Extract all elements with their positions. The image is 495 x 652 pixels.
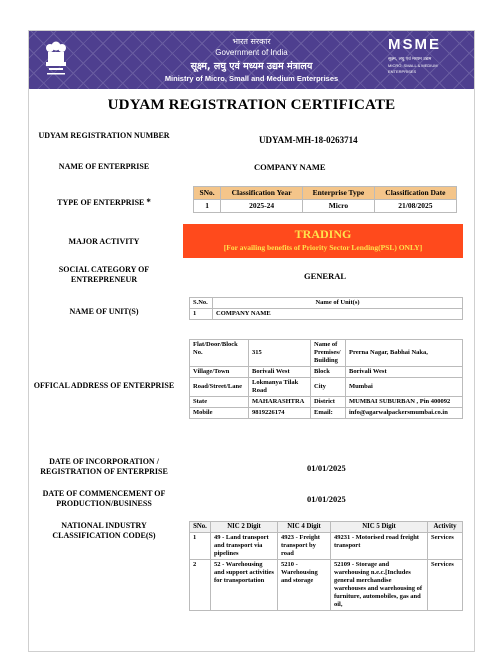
state-value: MAHARASHTRA <box>249 397 311 408</box>
state-label: State <box>190 397 249 408</box>
road-label: Road/Street/Lane <box>190 378 249 397</box>
classification-date: 21/08/2025 <box>374 200 456 213</box>
msme-logo-text: MSME <box>388 36 441 53</box>
social-category-value: GENERAL <box>304 271 347 281</box>
email-value: info@agarwalpackersmumbai.co.in <box>346 408 463 419</box>
major-activity-subtitle: [For availing benefits of Priority Sector Lending(PSL) ONLY] <box>223 243 423 252</box>
nic-header-sno: SNo. <box>190 522 211 533</box>
classification-header-type: Enterprise Type <box>303 187 375 200</box>
certificate-page <box>28 30 475 652</box>
premises-label: Name of Premises/ Building <box>311 340 346 367</box>
units-header-row <box>190 298 463 309</box>
nic-row-1-2digit: 49 - Land transport and transport via pipelines <box>211 533 278 560</box>
nic-row-2-5digit: 52109 - Storage and warehousing n.e.c.[Includes general merchandise warehouses and warehousing of furniture, automobiles, gas and oil, <box>331 560 428 611</box>
nic-table <box>189 521 463 611</box>
address-row-flat <box>190 340 463 367</box>
classification-header-date: Classification Date <box>374 187 456 200</box>
address-row-state <box>190 397 463 408</box>
nic-row-2 <box>190 560 463 611</box>
enterprise-type-label-text: TYPE OF ENTERPRISE <box>57 198 145 207</box>
asterisk-mark: * <box>146 197 151 207</box>
flat-value: 315 <box>249 340 311 367</box>
classification-header-row <box>194 187 457 200</box>
nic-label: NATIONAL INDUSTRY CLASSIFICATION CODE(S) <box>52 521 156 540</box>
reg-number-value: UDYAM-MH-18-0263714 <box>259 135 358 145</box>
nic-row-1-5digit: 49231 - Motorised road freight transport <box>331 533 428 560</box>
enterprise-type-label <box>29 198 179 208</box>
banner-hindi-ministry: सूक्ष्म, लघु एवं मध्यम उद्यम मंत्रालय <box>190 61 313 72</box>
units-name: COMPANY NAME <box>213 309 463 320</box>
enterprise-name-value: COMPANY NAME <box>254 162 326 172</box>
nic-row-1-4digit: 4923 - Freight transport by road <box>278 533 331 560</box>
units-row <box>190 309 463 320</box>
block-value: Borivali West <box>346 367 463 378</box>
block-label: Block <box>311 367 346 378</box>
reg-number-label: UDYAM REGISTRATION NUMBER <box>38 131 170 140</box>
district-label: District <box>311 397 346 408</box>
nic-header-4digit: NIC 4 Digit <box>278 522 331 533</box>
email-label: Email: <box>311 408 346 419</box>
msme-logo-hindi: सूक्ष्म, लघु एवं मध्यम उद्यम <box>388 57 432 62</box>
nic-row-2-sno: 2 <box>190 560 211 611</box>
flat-label: Flat/Door/Block No. <box>190 340 249 367</box>
classification-sno: 1 <box>194 200 221 213</box>
enterprise-name-label: NAME OF ENTERPRISE <box>58 162 150 171</box>
major-activity-label: MAJOR ACTIVITY <box>68 237 140 246</box>
address-label: OFFICAL ADDRESS OF ENTERPRISE <box>33 381 175 390</box>
district-value: MUMBAI SUBURBAN , Pin 400092 <box>346 397 463 408</box>
units-label: NAME OF UNIT(S) <box>69 307 139 316</box>
major-activity-title: TRADING <box>294 227 352 241</box>
mobile-label: Mobile <box>190 408 249 419</box>
address-row-village <box>190 367 463 378</box>
city-label: City <box>311 378 346 397</box>
classification-table <box>193 186 457 213</box>
classification-year: 2025-24 <box>221 200 303 213</box>
nic-row-1-sno: 1 <box>190 533 211 560</box>
nic-header-activity: Activity <box>428 522 463 533</box>
commencement-date-label: DATE OF COMMENCEMENT OF PRODUCTION/BUSINESS <box>42 489 166 508</box>
banner-ministry-name: Ministry of Micro, Small and Medium Enterprises <box>164 74 339 83</box>
nic-header-5digit: NIC 5 Digit <box>331 522 428 533</box>
units-table <box>189 297 463 320</box>
msme-logo-english: MICRO, SMALL & MEDIUM ENTERPRISES <box>388 63 438 74</box>
classification-type: Micro <box>303 200 375 213</box>
classification-row <box>194 200 457 213</box>
incorporation-date-value: 01/01/2025 <box>307 463 346 473</box>
nic-row-2-2digit: 52 - Warehousing and support activities for transportation <box>211 560 278 611</box>
units-header-sno: S.No. <box>190 298 213 309</box>
classification-header-year: Classification Year <box>221 187 303 200</box>
address-row-road <box>190 378 463 397</box>
banner-government-of-india: Government of India <box>215 48 288 57</box>
social-category-label: SOCIAL CATEGORY OF ENTREPRENEUR <box>58 265 150 284</box>
units-header-name: Name of Unit(s) <box>213 298 463 309</box>
commencement-date-value: 01/01/2025 <box>307 494 346 504</box>
msme-logo <box>388 37 466 75</box>
road-value: Lokmanya Tilak Road <box>249 378 311 397</box>
nic-header-2digit: NIC 2 Digit <box>211 522 278 533</box>
village-label: Village/Town <box>190 367 249 378</box>
nic-row-1-activity: Services <box>428 533 463 560</box>
units-sno: 1 <box>190 309 213 320</box>
mobile-value: 9819226174 <box>249 408 311 419</box>
nic-header-row <box>190 522 463 533</box>
incorporation-date-label: DATE OF INCORPORATION / REGISTRATION OF ENTERPRISE <box>40 457 168 476</box>
address-row-mobile <box>190 408 463 419</box>
classification-header-sno: SNo. <box>194 187 221 200</box>
nic-row-1 <box>190 533 463 560</box>
banner-hindi-government: भारत सरकार <box>232 37 271 46</box>
premises-value: Prerna Nagar, Babhai Naka, <box>346 340 463 367</box>
ministry-banner <box>29 31 474 89</box>
address-table <box>189 339 463 419</box>
village-value: Borivali West <box>249 367 311 378</box>
city-value: Mumbai <box>346 378 463 397</box>
certificate-title: UDYAM REGISTRATION CERTIFICATE <box>107 97 396 113</box>
major-activity-box <box>183 224 463 258</box>
nic-row-2-4digit: 5210 - Warehousing and storage <box>278 560 331 611</box>
nic-row-2-activity: Services <box>428 560 463 611</box>
